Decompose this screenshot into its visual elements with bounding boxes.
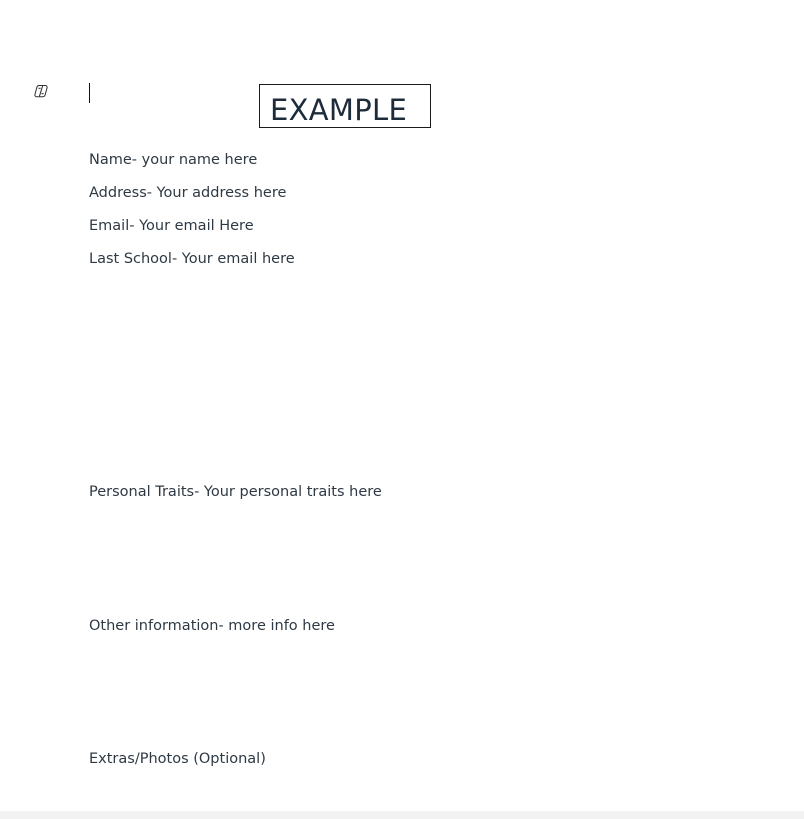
last-school-line[interactable]: Last School- Your email here [89, 251, 295, 267]
name-line[interactable]: Name- your name here [89, 152, 258, 168]
address-line[interactable]: Address- Your address here [89, 185, 287, 201]
document-title: EXAMPLE [270, 93, 408, 127]
other-information-line[interactable]: Other information- more info here [89, 618, 335, 634]
title-text-box[interactable] [259, 84, 431, 128]
bottom-strip [0, 811, 804, 819]
text-cursor [89, 83, 90, 103]
personal-traits-line[interactable]: Personal Traits- Your personal traits here [89, 484, 382, 500]
email-line[interactable]: Email- Your email Here [89, 218, 254, 234]
copilot-icon[interactable] [33, 84, 49, 98]
extras-photos-line[interactable]: Extras/Photos (Optional) [89, 751, 266, 767]
